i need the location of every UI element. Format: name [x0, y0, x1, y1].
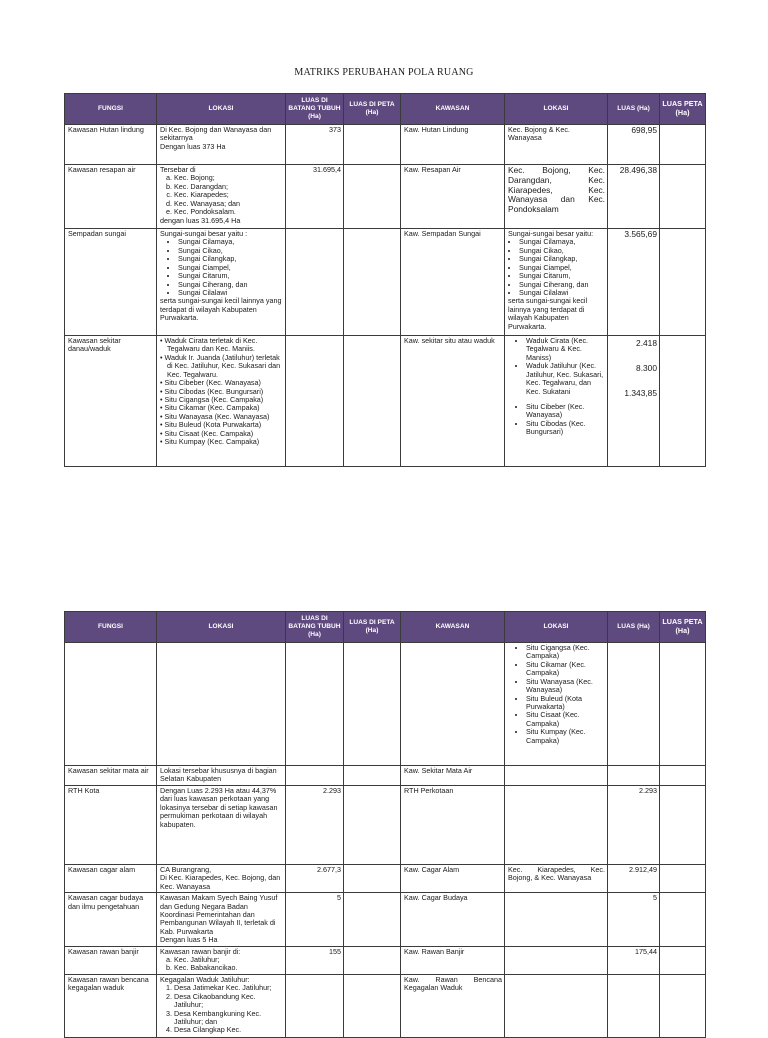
lokasi-list — [508, 644, 605, 745]
cell-lokasi-2: Kec. Bojong & Kec. Wanayasa — [505, 125, 608, 165]
list-item: • Waduk Cirata terletak di Kec. Tegalwaru dan Kec. Maniis. — [160, 336, 258, 354]
cell-kawasan: Kaw. Rawan Banjir — [401, 946, 505, 974]
cell-luas-peta-2 — [660, 643, 706, 766]
header-luas-peta: LUAS DI PETA (Ha) — [344, 94, 401, 125]
list-item: • Sungai Cilamaya, — [178, 238, 283, 246]
list-item: • Sungai Cilalawi — [178, 289, 283, 297]
cell-text: dengan luas 31.695,4 Ha — [160, 215, 241, 225]
cell-luas-batang-tubuh: 5 — [286, 893, 344, 947]
cell-fungsi: Kawasan rawan bencana kegagalan waduk — [65, 974, 157, 1037]
cell-kawasan: Kaw. Cagar Alam — [401, 864, 505, 892]
list-item: • Sungai Cikao, — [178, 247, 283, 255]
cell-text: Kawasan Makam Syech Baing Yusuf dan Gedung Negara Badan Koordinasi Pemerintahan dan Pembangunan Wilayah II, terletak di Kab. Purwakarta — [160, 893, 278, 936]
header-lokasi: LOKASI — [157, 612, 286, 643]
table-row — [65, 229, 706, 336]
cell-luas — [608, 974, 660, 1037]
cell-text: Sungai-sungai besar yaitu: — [508, 229, 594, 238]
cell-text: Sungai-sungai besar yaitu : — [160, 229, 248, 238]
cell-luas-peta-2 — [660, 336, 706, 467]
cell-luas — [608, 766, 660, 786]
cell-fungsi: Kawasan rawan banjir — [65, 946, 157, 974]
table-row — [65, 336, 706, 467]
cell-luas-peta — [344, 974, 401, 1037]
lokasi-list — [508, 238, 605, 297]
cell-fungsi: Kawasan cagar budaya dan ilmu pengetahuan — [65, 893, 157, 947]
list-item: • Sungai Cilangkap, — [178, 255, 283, 263]
cell-luas-batang-tubuh — [286, 229, 344, 336]
table-row — [65, 125, 706, 165]
cell-lokasi-2 — [505, 974, 608, 1037]
luas-value: 8.300 — [636, 362, 657, 373]
cell-luas-peta — [344, 946, 401, 974]
lokasi-list — [160, 956, 283, 973]
list-item: c. Kec. Kiarapedes; — [174, 191, 283, 199]
cell-kawasan: Kaw. Rawan Bencana Kegagalan Waduk — [401, 974, 505, 1037]
list-item: • Situ Cikamar (Kec. Campaka) — [526, 661, 605, 678]
cell-fungsi: Kawasan sekitar danau/waduk — [65, 336, 157, 467]
list-item: b. Kec. Darangdan; — [174, 183, 283, 191]
list-item: 4. Desa Cilangkap Kec. — [174, 1026, 283, 1034]
header-luas-batang-tubuh: LUAS DI BATANG TUBUH (Ha) — [286, 94, 344, 125]
cell-luas-peta — [344, 864, 401, 892]
cell-luas-peta-2 — [660, 864, 706, 892]
cell-lokasi — [157, 229, 286, 336]
header-luas-peta-2: LUAS PETA (Ha) — [660, 94, 706, 125]
cell-fungsi: Kawasan cagar alam — [65, 864, 157, 892]
list-item: • Waduk Ir. Juanda (Jatiluhur) terletak di Kec. Jatiluhur, Kec. Sukasari dan Kec. Tegalwaru. — [160, 352, 281, 379]
cell-luas-batang-tubuh — [286, 974, 344, 1037]
cell-luas-peta — [344, 229, 401, 336]
cell-luas-batang-tubuh: 2.293 — [286, 785, 344, 864]
cell-text: serta sungai-sungai kecil lainnya yang terdapat di wilayah Kabupaten Purwakarta. — [508, 296, 588, 331]
cell-luas-batang-tubuh: 2.677,3 — [286, 864, 344, 892]
cell-luas-peta-2 — [660, 229, 706, 336]
header-lokasi-2: LOKASI — [505, 94, 608, 125]
list-item: d. Kec. Wanayasa; dan — [174, 200, 283, 208]
cell-kawasan: RTH Perkotaan — [401, 785, 505, 864]
list-item: • Sungai Citarum, — [178, 272, 283, 280]
cell-lokasi-2 — [505, 229, 608, 336]
table-row — [65, 165, 706, 229]
cell-lokasi: Dengan Luas 2.293 Ha atau 44,37% dari luas kawasan perkotaan yang lokasinya tersebar di setiap kawasan permukiman perkotaan di wilayah kabupaten. — [157, 785, 286, 864]
list-item: • Situ Cigangsa (Kec. Campaka) — [160, 394, 264, 404]
list-item-text: Waduk Cirata terletak di Kec. Tegalwaru dan Kec. Maniis. — [164, 336, 258, 354]
list-item: • Sungai Cilangkap, — [519, 255, 605, 263]
cell-text: CA Burangrang, — [160, 864, 212, 874]
cell-luas-peta-2 — [660, 125, 706, 165]
cell-kawasan: Kaw. sekitar situ atau waduk — [401, 336, 505, 467]
cell-luas-peta-2 — [660, 766, 706, 786]
table-row — [65, 766, 706, 786]
cell-lokasi: Lokasi tersebar khususnya di bagian Selatan Kabupaten — [157, 766, 286, 786]
cell-fungsi: RTH Kota — [65, 785, 157, 864]
header-luas: LUAS (Ha) — [608, 94, 660, 125]
lokasi-list — [160, 984, 283, 1035]
header-fungsi: FUNGSI — [65, 612, 157, 643]
list-item: b. Kec. Babakancikao. — [174, 964, 283, 972]
cell-luas-peta — [344, 893, 401, 947]
list-item: • Sungai Cilamaya, — [519, 238, 605, 246]
cell-luas-peta-2 — [660, 165, 706, 229]
header-luas: LUAS (Ha) — [608, 612, 660, 643]
lokasi-list — [160, 238, 283, 297]
list-item: e. Kec. Pondoksalam. — [174, 208, 283, 216]
table-row — [65, 974, 706, 1037]
cell-fungsi — [65, 643, 157, 766]
cell-lokasi-2 — [505, 643, 608, 766]
cell-lokasi — [157, 165, 286, 229]
cell-kawasan — [401, 643, 505, 766]
cell-luas-peta — [344, 165, 401, 229]
cell-lokasi-2 — [505, 336, 608, 467]
cell-luas-batang-tubuh — [286, 336, 344, 467]
cell-fungsi: Kawasan Hutan lindung — [65, 125, 157, 165]
list-item: • Situ Cisaat (Kec. Campaka) — [526, 711, 605, 728]
list-item: • Sungai Ciherang, dan — [178, 281, 283, 289]
cell-luas: 2.293 — [608, 785, 660, 864]
table-row — [65, 643, 706, 766]
list-item: • Sungai Ciampel, — [178, 264, 283, 272]
list-item: a. Kec. Bojong; — [174, 174, 283, 182]
table-row — [65, 785, 706, 864]
cell-luas-peta-2 — [660, 785, 706, 864]
table-header-row — [65, 94, 706, 125]
cell-lokasi-2 — [505, 946, 608, 974]
header-lokasi-2: LOKASI — [505, 612, 608, 643]
cell-text: Kegagalan Waduk Jatiluhur: — [160, 974, 250, 984]
cell-fungsi: Kawasan sekitar mata air — [65, 766, 157, 786]
cell-fungsi: Kawasan resapan air — [65, 165, 157, 229]
cell-kawasan: Kaw. Resapan Air — [401, 165, 505, 229]
cell-lokasi-2 — [505, 766, 608, 786]
cell-lokasi — [157, 643, 286, 766]
cell-text: Di Kec. Kiarapedes, Kec. Bojong, dan Kec. Wanayasa — [160, 873, 281, 891]
cell-lokasi — [157, 946, 286, 974]
table-row — [65, 946, 706, 974]
cell-luas-peta-2 — [660, 974, 706, 1037]
luas-value: 2.418 — [636, 338, 657, 348]
list-item: • Waduk Jatiluhur (Kec. Jatiluhur, Kec. Sukasari, Kec. Tegalwaru, dan Kec. Sukatani — [526, 362, 605, 396]
list-item: • Situ Cikamar (Kec. Campaka) — [160, 403, 260, 413]
list-item-text: Situ Wanayasa (Kec. Wanayasa) — [164, 411, 270, 421]
list-item: • Situ Cibeber (Kec. Wanayasa) — [526, 403, 605, 420]
header-luas-peta: LUAS DI PETA (Ha) — [344, 612, 401, 643]
list-item: 2. Desa Cikaobandung Kec. Jatiluhur; — [174, 993, 283, 1010]
header-fungsi: FUNGSI — [65, 94, 157, 125]
cell-text: Di Kec. Bojong dan Wanayasa dan sekitarnya — [160, 125, 272, 143]
cell-kawasan: Kaw. Hutan Lindung — [401, 125, 505, 165]
cell-text: Kawasan rawan banjir di: — [160, 946, 241, 956]
cell-luas-batang-tubuh — [286, 643, 344, 766]
cell-luas: 5 — [608, 893, 660, 947]
cell-lokasi-2 — [505, 785, 608, 864]
cell-luas-batang-tubuh: 373 — [286, 125, 344, 165]
list-item: • Sungai Ciherang, dan — [519, 281, 605, 289]
list-item: • Situ Kumpay (Kec. Campaka) — [160, 437, 260, 447]
cell-kawasan: Kaw. Sekitar Mata Air — [401, 766, 505, 786]
cell-luas — [608, 336, 660, 467]
cell-luas-peta — [344, 785, 401, 864]
document-title: MATRIKS PERUBAHAN POLA RUANG — [294, 67, 474, 78]
cell-kawasan: Kaw. Sempadan Sungai — [401, 229, 505, 336]
list-item: • Waduk Cirata (Kec. Tegalwaru & Kec. Maniss) — [526, 337, 605, 362]
lokasi-list — [160, 337, 283, 446]
cell-luas-peta — [344, 125, 401, 165]
cell-lokasi — [157, 974, 286, 1037]
list-item: • Sungai Ciampel, — [519, 264, 605, 272]
cell-luas-peta — [344, 643, 401, 766]
lokasi-list — [160, 174, 283, 216]
list-item: • Sungai Cilalawi — [519, 289, 605, 297]
list-item-text: Situ Cigangsa (Kec. Campaka) — [164, 394, 264, 404]
cell-luas: 175,44 — [608, 946, 660, 974]
list-item: a. Kec. Jatiluhur; — [174, 956, 283, 964]
cell-luas-peta-2 — [660, 946, 706, 974]
cell-lokasi-2: Kec. Bojong, Kec. Darangdan, Kec. Kiarapedes, Kec. Wanayasa dan Kec. Pondoksalam — [505, 165, 608, 229]
list-item: • Situ Cigangsa (Kec. Campaka) — [526, 644, 605, 661]
table-row — [65, 893, 706, 947]
cell-luas: 2.912,49 — [608, 864, 660, 892]
cell-text: serta sungai-sungai kecil lainnya yang terdapat di wilayah Kabupaten Purwakarta. — [160, 296, 282, 323]
list-item: • Situ Cibeber (Kec. Wanayasa) — [160, 378, 261, 388]
cell-luas-peta — [344, 336, 401, 467]
list-item: • Situ Kumpay (Kec. Campaka) — [526, 728, 605, 745]
header-luas-peta-2: LUAS PETA (Ha) — [660, 612, 706, 643]
cell-luas-peta — [344, 766, 401, 786]
list-item-text: Situ Cibeber (Kec. Wanayasa) — [164, 378, 261, 388]
list-item-text: Situ Cikamar (Kec. Campaka) — [164, 403, 260, 413]
list-item: • Situ Cibodas (Kec. Bungursari) — [160, 386, 264, 396]
cell-luas: 3.565,69 — [608, 229, 660, 336]
list-item: • Situ Wanayasa (Kec. Wanayasa) — [160, 411, 270, 421]
luas-value: 1.343,85 — [624, 387, 657, 398]
cell-lokasi-2: Kec. Kiarapedes, Kec. Bojong, & Kec. Wanayasa — [505, 864, 608, 892]
list-item-text: Situ Buleud (Kota Purwakarta) — [164, 420, 262, 430]
table-row — [65, 864, 706, 892]
cell-kawasan: Kaw. Cagar Budaya — [401, 893, 505, 947]
list-item: • Situ Cisaat (Kec. Campaka) — [160, 428, 254, 438]
cell-luas: 28.496,38 — [608, 165, 660, 229]
list-item: • Sungai Cikao, — [519, 247, 605, 255]
cell-luas-batang-tubuh: 31.695,4 — [286, 165, 344, 229]
cell-luas-batang-tubuh: 155 — [286, 946, 344, 974]
header-kawasan: KAWASAN — [401, 94, 505, 125]
cell-luas: 698,95 — [608, 125, 660, 165]
list-item: • Situ Buleud (Kota Purwakarta) — [526, 695, 605, 712]
cell-text: Dengan luas 373 Ha — [160, 141, 226, 151]
list-item-text: Situ Kumpay (Kec. Campaka) — [164, 437, 260, 447]
cell-luas-peta-2 — [660, 893, 706, 947]
cell-lokasi — [157, 864, 286, 892]
list-item-text: Situ Cisaat (Kec. Campaka) — [164, 428, 254, 438]
header-kawasan: KAWASAN — [401, 612, 505, 643]
list-item: • Situ Buleud (Kota Purwakarta) — [160, 420, 262, 430]
lokasi-list — [508, 337, 605, 396]
cell-lokasi — [157, 336, 286, 467]
header-lokasi: LOKASI — [157, 94, 286, 125]
list-item: • Sungai Citarum, — [519, 272, 605, 280]
list-item-text: Waduk Ir. Juanda (Jatiluhur) terletak di Kec. Jatiluhur, Kec. Sukasari dan Kec. Tegalwaru. — [164, 352, 281, 379]
list-item-text: Situ Cibodas (Kec. Bungursari) — [164, 386, 264, 396]
list-item: • Situ Cibodas (Kec. Bungursari) — [526, 420, 605, 437]
cell-text: Tersebar di — [160, 165, 196, 174]
lokasi-list — [508, 403, 605, 437]
cell-text: Dengan luas 5 Ha — [160, 935, 218, 945]
table-header-row — [65, 612, 706, 643]
cell-lokasi — [157, 125, 286, 165]
list-item: • Situ Wanayasa (Kec. Wanayasa) — [526, 678, 605, 695]
cell-lokasi — [157, 893, 286, 947]
cell-fungsi: Sempadan sungai — [65, 229, 157, 336]
list-item: 1. Desa Jatimekar Kec. Jatiluhur; — [174, 984, 283, 992]
cell-lokasi-2 — [505, 893, 608, 947]
cell-luas — [608, 643, 660, 766]
cell-luas-batang-tubuh — [286, 766, 344, 786]
pola-ruang-table-2 — [64, 611, 706, 1038]
list-item: 3. Desa Kembangkuning Kec. Jatiluhur; dan — [174, 1010, 283, 1027]
pola-ruang-table-1 — [64, 93, 706, 467]
header-luas-batang-tubuh: LUAS DI BATANG TUBUH (Ha) — [286, 612, 344, 643]
